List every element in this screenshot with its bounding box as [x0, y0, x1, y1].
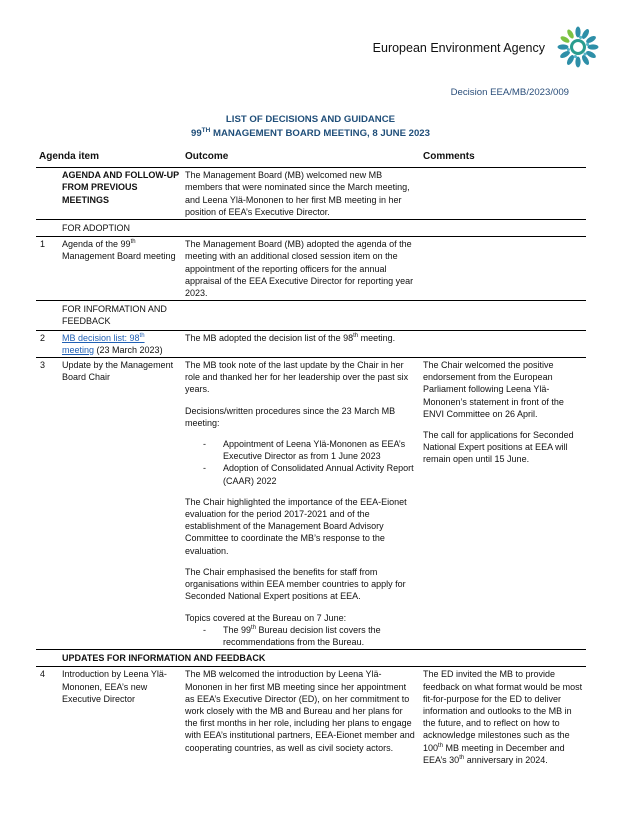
list-item: - Adoption of Consolidated Annual Activity Report (CAAR) 2022 [203, 462, 417, 486]
section-for-adoption: FOR ADOPTION [59, 220, 586, 237]
outcome-paragraph: The MB took note of the last update by the Chair in her role and thanked her for her leadership over the past six years. [185, 360, 409, 395]
comments-4: The ED invited the MB to provide feedback on what format would be most fit-for-purpose for the ED to deliver information and outlooks to the MB in the future, and to reflect on how to acknowledge milestones such as the 100th MB meeting in December and EEA’s 30th anniversary in 2024. [420, 667, 586, 767]
decisions-table [36, 150, 586, 767]
outcome-paragraph: The Chair emphasised the benefits for staff from organisations within EEA member countries to apply for Seconded National Expert positions at EEA. [185, 566, 406, 602]
decision-reference: Decision EEA/MB/2023/009 [450, 87, 569, 98]
comment-paragraph: The call for applications for Seconded National Expert positions at EEA will remain open until 15 June. [423, 430, 574, 465]
outcome-intro: The Management Board (MB) welcomed new MB members that were nominated since the March meeting, and Leena Ylä-Mononen to her first MB meeting in her position of EEA’s Executive Director. [185, 170, 410, 217]
header-outcome: Outcome [182, 150, 420, 168]
title-line-1: LIST OF DECISIONS AND GUIDANCE [225, 114, 396, 125]
bureau-topics-list [185, 624, 417, 648]
section-row [36, 301, 586, 330]
table-row [36, 330, 586, 357]
eea-logo-icon [553, 22, 603, 72]
agenda-item-intro: AGENDA AND FOLLOW-UP FROM PREVIOUS MEETINGS [62, 170, 179, 205]
outcome-paragraph: Topics covered at the Bureau on 7 June: [185, 612, 347, 623]
table-header-row [36, 150, 586, 168]
table-row [36, 237, 586, 301]
page-header [373, 22, 603, 72]
agenda-item-1: Agenda of the 99th Management Board meeting [59, 237, 182, 301]
section-row [36, 220, 586, 237]
list-item: - The 99th Bureau decision list covers the recommendations from the Bureau. [203, 624, 417, 648]
agenda-number: 1 [36, 237, 59, 301]
agenda-item-3: Update by the Management Board Chair [59, 358, 182, 650]
section-row [36, 650, 586, 667]
section-for-information: FOR INFORMATION AND FEEDBACK [59, 301, 182, 330]
agenda-number: 2 [36, 330, 59, 357]
outcome-paragraph: The Chair highlighted the importance of the EEA-Eionet evaluation for the period 2017-2021 and of the establishment of the Management Board Advisory Committee to coordinate the MB’s response to the evaluation. [185, 496, 407, 556]
agenda-item-4: Introduction by Leena Ylä-Mononen, EEA’s new Executive Director [59, 667, 182, 767]
title-line-2: 99TH MANAGEMENT BOARD MEETING, 8 JUNE 2023 [191, 126, 430, 139]
agenda-number: 4 [36, 667, 59, 767]
outcome-2: The MB adopted the decision list of the 98th meeting. [182, 330, 420, 357]
outcome-4: The MB welcomed the introduction by Leena Ylä-Mononen in her first MB meeting since her appointment as EEA’s Executive Director (ED), on her commitment to work closely with the MB and Bureau and her plans for the first months in her role, including her plans to engage with EEA’s institutional partners, EEA-Eionet member and cooperating countries, as well as civil society actors. [182, 667, 420, 767]
table-row [36, 667, 586, 767]
comment-paragraph: The Chair welcomed the positive endorsement from the European Parliament following Leena Ylä-Mononen’s statement in front of the ENVI Committee on 26 April. [423, 360, 564, 419]
decisions-list [185, 438, 417, 487]
table-row [36, 168, 586, 220]
outcome-paragraph: Decisions/written procedures since the 23 March MB meeting: [185, 405, 396, 428]
document-title [0, 113, 621, 141]
list-item: - Appointment of Leena Ylä-Mononen as EEA’s Executive Director as from 1 June 2023 [203, 438, 417, 462]
header-agenda-item: Agenda item [36, 150, 182, 168]
agency-name: European Environment Agency [372, 41, 545, 55]
comments-3 [420, 358, 586, 650]
section-updates: UPDATES FOR INFORMATION AND FEEDBACK [59, 650, 586, 667]
table-row [36, 358, 586, 650]
agenda-number: 3 [36, 358, 59, 650]
mb-decision-list-link[interactable]: MB decision list: 98th meeting [62, 332, 145, 355]
outcome-1: The Management Board (MB) adopted the agenda of the meeting with an additional closed session item on the appointment of the reporting officers for the annual appraisal of the EEA Executive Director for reporting year 2023. [182, 237, 420, 301]
header-comments: Comments [420, 150, 586, 168]
agenda-item-2: MB decision list: 98th meeting (23 March 2023) [59, 330, 182, 357]
outcome-3 [182, 358, 420, 650]
